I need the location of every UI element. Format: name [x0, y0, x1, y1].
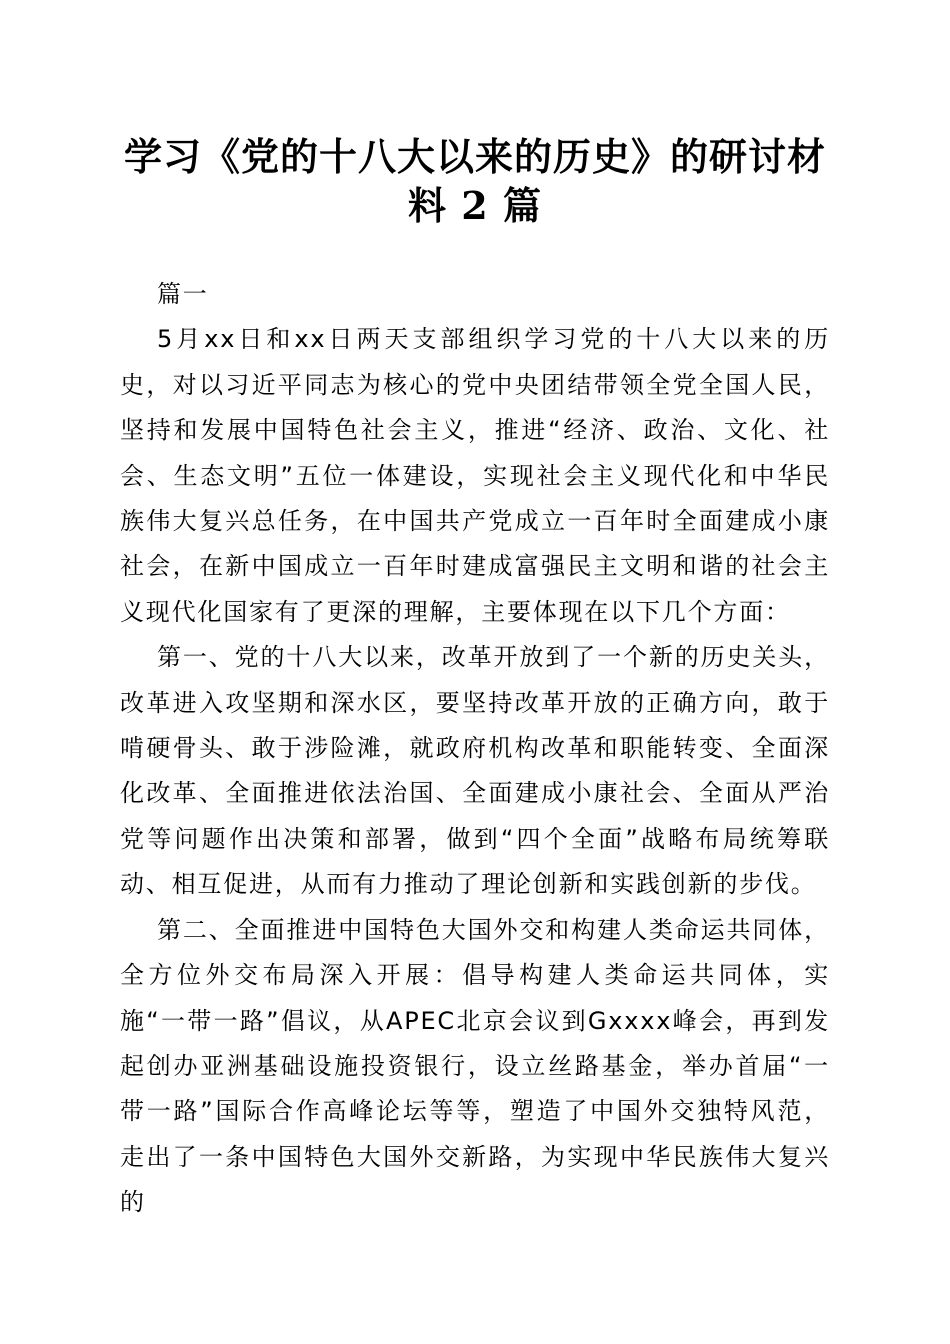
paragraph: 第一、党的十八大以来，改革开放到了一个新的历史关头，改革进入攻坚期和深水区，要坚持改革开放的正确方向，敢于啃硬骨头、敢于涉险滩，就政府机构改革和职能转变、全面深化改革、全面推进依法治国、全面建成小康社会、全面从严治党等问题作出决策和部署，做到“四个全面”战略布局统筹联动、相互促进，从而有力推动了理论创新和实践创新的步伐。 [120, 643, 830, 899]
document-body [120, 272, 830, 1226]
document-title: 学习《党的十八大以来的历史》的研讨材料 2 篇 [123, 134, 826, 228]
section-label: 篇一 [157, 280, 209, 308]
paragraph: 第二、全面推进中国特色大国外交和构建人类命运共同体，全方位外交布局深入开展：倡导构建人类命运共同体，实施“一带一路”倡议，从APEC北京会议到Gxxxx峰会，再到发起创办亚洲基础设施投资银行，设立丝路基金，举办首届“一带一路”国际合作高峰论坛等等，塑造了中国外交独特风范，走出了一条中国特色大国外交新路，为实现中华民族伟大复兴的 [120, 915, 830, 1217]
paragraph: 5月xx日和xx日两天支部组织学习党的十八大以来的历史，对以习近平同志为核心的党中央团结带领全党全国人民，坚持和发展中国特色社会主义，推进“经济、政治、文化、社会、生态文明”五位一体建设，实现社会主义现代化和中华民族伟大复兴总任务，在中国共产党成立一百年时全面建成小康社会，在新中国成立一百年时建成富强民主文明和谐的社会主义现代化国家有了更深的理解，主要体现在以下几个方面： [120, 325, 830, 626]
